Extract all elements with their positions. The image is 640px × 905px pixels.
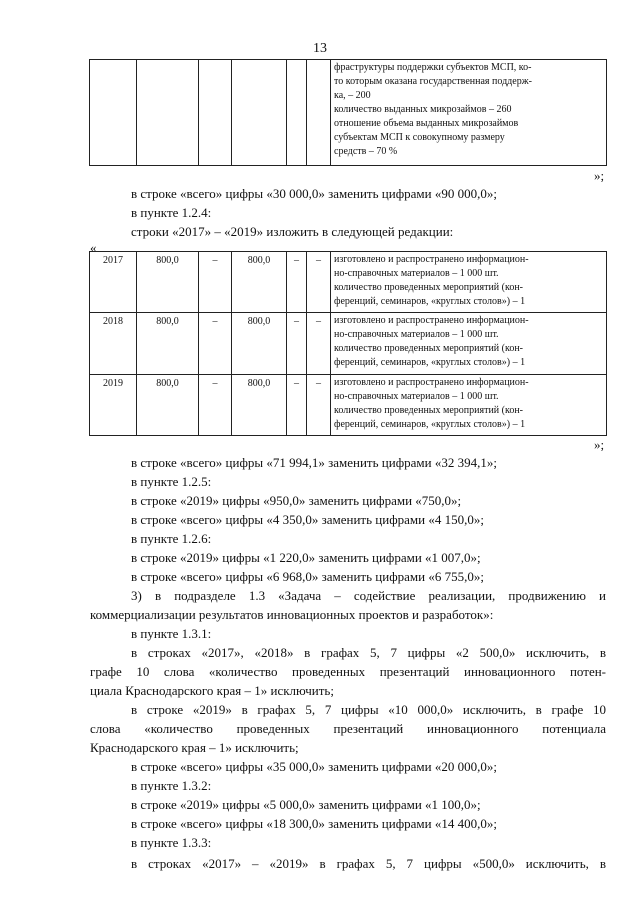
table-desc-cell: изготовлено и распространено информацион- но-справочных материалов – 1 000 шт. количество проведенных мероприятий (кон- ференций, семинаров, «круглых столов») – 1 (331, 252, 607, 313)
text-line: в пункте 1.3.3: (131, 835, 212, 850)
paragraph-line: Краснодарского края – 1» исключить; (90, 740, 299, 755)
table-years (89, 251, 607, 436)
table-row: 2019 800,0 – 800,0 – – изготовлено и распространено информацион- но-справочных материалов – 1 000 шт. количество проведенных мероприятий (кон- ференций, семинаров, «круглых столов») – 1 (90, 375, 607, 436)
text-line: в строке «2019» цифры «5 000,0» заменить цифрами «1 100,0»; (131, 797, 481, 812)
paragraph-line: коммерциализации результатов инновационных проектов и разработок»: (90, 607, 494, 622)
text-line: в пункте 1.3.1: (131, 626, 212, 641)
text-line: в строке «2019» цифры «1 220,0» заменить цифрами «1 007,0»; (131, 550, 481, 565)
table-desc-cell: фраструктуры поддержки субъектов МСП, ко- то которым оказана государственная поддерж- ка, – 200 количество выданных микрозаймов – 260 отношение объема выданных микрозаймов субъектам МСП к совокупному размеру средств – 70 % (331, 60, 607, 166)
text-line: в строке «2019» цифры «950,0» заменить цифрами «750,0»; (131, 493, 462, 508)
page-number: 13 (313, 41, 327, 56)
paragraph-line: 3) в подразделе 1.3 «Задача – содействие реализации, продвижению и (131, 588, 606, 603)
text-line: в пункте 1.3.2: (131, 778, 212, 793)
closing-quote: »; (594, 168, 605, 183)
opening-quote: « (90, 240, 97, 255)
table-row: 2017 800,0 – 800,0 – – изготовлено и распространено информацион- но-справочных материалов – 1 000 шт. количество проведенных мероприятий (кон- ференций, семинаров, «круглых столов») – 1 (90, 252, 607, 313)
text-line: в строке «всего» цифры «35 000,0» заменить цифрами «20 000,0»; (131, 759, 497, 774)
table-desc-cell: изготовлено и распространено информацион- но-справочных материалов – 1 000 шт. количество проведенных мероприятий (кон- ференций, семинаров, «круглых столов») – 1 (331, 313, 607, 375)
paragraph-line: в строке «2019» в графах 5, 7 цифры «10 000,0» исключить, в графе 10 (131, 702, 606, 717)
closing-quote: »; (594, 437, 605, 452)
table-row: 2018 800,0 – 800,0 – – изготовлено и распространено информацион- но-справочных материалов – 1 000 шт. количество проведенных мероприятий (кон- ференций, семинаров, «круглых столов») – 1 (90, 313, 607, 375)
paragraph-line: в строках «2017» – «2019» в графах 5, 7 цифры «500,0» исключить, в (131, 856, 606, 871)
text-line: в пункте 1.2.5: (131, 474, 212, 489)
table-row (90, 60, 607, 166)
paragraph-line: циала Краснодарского края – 1» исключить; (90, 683, 334, 698)
text-line: в строке «всего» цифры «6 968,0» заменить цифрами «6 755,0»; (131, 569, 484, 584)
text-line: строки «2017» – «2019» изложить в следующей редакции: (131, 224, 454, 239)
paragraph-line: графе 10 слова «количество проведенных презентаций инновационного потен- (90, 664, 606, 679)
text-line: в пункте 1.2.6: (131, 531, 212, 546)
text-line: в строке «всего» цифры «18 300,0» заменить цифрами «14 400,0»; (131, 816, 497, 831)
text-line: в пункте 1.2.4: (131, 205, 212, 220)
text-line: в строке «всего» цифры «30 000,0» заменить цифрами «90 000,0»; (131, 186, 497, 201)
paragraph-line: в строках «2017», «2018» в графах 5, 7 цифры «2 500,0» исключить, в (131, 645, 606, 660)
table-continuation (89, 59, 607, 166)
text-line: в строке «всего» цифры «4 350,0» заменить цифрами «4 150,0»; (131, 512, 484, 527)
text-line: в строке «всего» цифры «71 994,1» заменить цифрами «32 394,1»; (131, 455, 497, 470)
paragraph-line: слова «количество проведенных презентаций инновационного потенциала (90, 721, 606, 736)
table-desc-cell: изготовлено и распространено информацион- но-справочных материалов – 1 000 шт. количество проведенных мероприятий (кон- ференций, семинаров, «круглых столов») – 1 (331, 375, 607, 436)
